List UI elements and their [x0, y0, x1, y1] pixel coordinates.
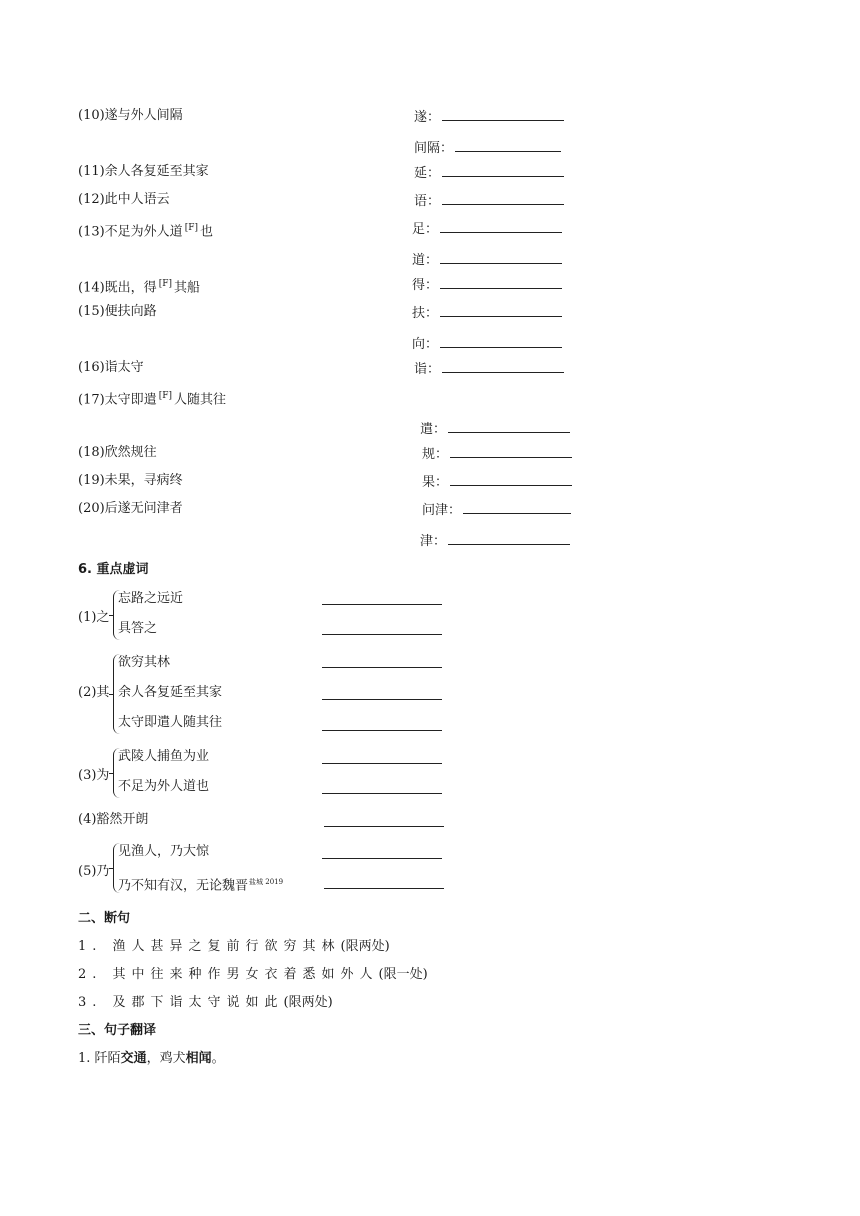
translate-1: 1. 阡陌交通，鸡犬相闻。	[78, 1051, 225, 1066]
group-5-item: 见渔人，乃大惊	[118, 844, 210, 859]
answer-15b: 向：	[412, 334, 562, 354]
blank-field[interactable]	[455, 138, 561, 152]
group-3-label: (3)为	[78, 768, 110, 783]
item-19: (19)未果，寻病终	[78, 473, 183, 488]
answer-13a: 足：	[412, 219, 562, 239]
blank-field[interactable]	[440, 275, 562, 289]
blank-field[interactable]	[442, 107, 564, 121]
answer-19: 果：	[422, 472, 572, 492]
blank-field[interactable]	[450, 472, 572, 486]
answer-line[interactable]	[324, 826, 444, 827]
answer-10b: 间隔：	[414, 138, 561, 158]
blank-field[interactable]	[440, 250, 562, 264]
source-label: 盐城 2019	[249, 878, 284, 886]
item-11: (11)余人各复延至其家	[78, 164, 209, 179]
answer-line[interactable]	[324, 888, 444, 889]
blank-field[interactable]	[463, 500, 571, 514]
note-mark: [F]	[184, 223, 198, 233]
section-6-title: 6. 重点虚词	[78, 562, 149, 577]
group-2-item: 太守即遣人随其往	[118, 715, 223, 730]
answer-15a: 扶：	[412, 303, 562, 323]
group-5-item: 乃不知有汉，无论魏晋$^{盐城 2019}$	[118, 878, 284, 894]
blank-field[interactable]	[448, 531, 570, 545]
item-14: (14)既出，得 [F] 其船	[78, 275, 200, 297]
group-3-item: 不足为外人道也	[118, 779, 210, 794]
item-16: (16)诣太守	[78, 360, 144, 375]
answer-20a: 问津：	[422, 500, 571, 520]
group-2-label: (2)其	[78, 685, 110, 700]
blank-field[interactable]	[448, 419, 570, 433]
item-12: (12)此中人语云	[78, 192, 170, 207]
sentence-2: 2. 其中往来种作男女衣着悉如外人(限一处)	[78, 967, 428, 982]
answer-11: 延：	[414, 163, 564, 183]
answer-18: 规：	[422, 444, 572, 464]
item-17: (17)太守即遣 [F] 人随其往	[78, 387, 226, 409]
blank-field[interactable]	[440, 219, 562, 233]
item-13: (13)不足为外人道 [F] 也	[78, 219, 213, 241]
answer-14: 得：	[412, 275, 562, 295]
item-20: (20)后遂无问津者	[78, 501, 183, 516]
answer-line[interactable]	[322, 634, 442, 635]
answer-10a: 遂：	[414, 107, 564, 127]
answer-line[interactable]	[322, 858, 442, 859]
note-mark: [F]	[158, 391, 172, 401]
answer-16: 诣：	[414, 359, 564, 379]
item-10: (10)遂与外人间隔	[78, 108, 183, 123]
blank-field[interactable]	[440, 303, 562, 317]
answer-line[interactable]	[322, 699, 442, 700]
item-18: (18)欣然规往	[78, 445, 157, 460]
group-3-item: 武陵人捕鱼为业	[118, 749, 210, 764]
section-3-title: 三、句子翻译	[78, 1023, 157, 1038]
answer-17: 遣：	[420, 419, 570, 439]
answer-line[interactable]	[322, 667, 442, 668]
group-4-item: (4)豁然开朗	[78, 812, 149, 827]
group-2-item: 余人各复延至其家	[118, 685, 223, 700]
answer-line[interactable]	[322, 793, 442, 794]
section-2-title: 二、断句	[78, 911, 131, 926]
blank-field[interactable]	[442, 359, 564, 373]
group-1-label: (1)之	[78, 610, 110, 625]
note-mark: [F]	[158, 279, 172, 289]
answer-line[interactable]	[322, 604, 442, 605]
blank-field[interactable]	[440, 334, 562, 348]
group-1-item: 忘路之远近	[118, 591, 184, 606]
answer-12: 语：	[414, 191, 564, 211]
answer-line[interactable]	[322, 730, 442, 731]
group-1-item: 具答之	[118, 621, 158, 636]
answer-20b: 津：	[420, 531, 570, 551]
item-15: (15)便扶向路	[78, 304, 157, 319]
sentence-1: 1. 渔人甚异之复前行欲穷其林(限两处)	[78, 939, 390, 954]
sentence-3: 3. 及郡下诣太守说如此(限两处)	[78, 995, 333, 1010]
group-2-item: 欲穷其林	[118, 655, 171, 670]
group-5-label: (5)乃	[78, 864, 110, 879]
answer-line[interactable]	[322, 763, 442, 764]
blank-field[interactable]	[442, 191, 564, 205]
blank-field[interactable]	[450, 444, 572, 458]
blank-field[interactable]	[442, 163, 564, 177]
answer-13b: 道：	[412, 250, 562, 270]
